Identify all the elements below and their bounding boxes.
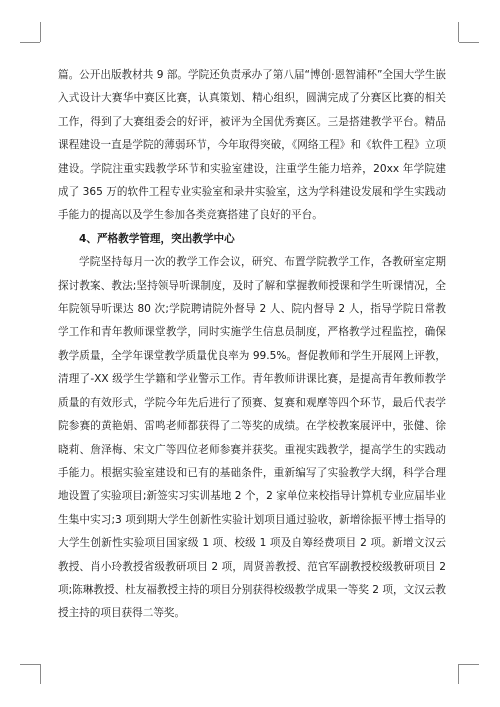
crop-mark-top-left-horizontal — [20, 42, 40, 43]
crop-mark-top-right-horizontal — [459, 42, 479, 43]
crop-mark-bottom-right-horizontal — [459, 664, 479, 665]
document-body — [58, 64, 446, 626]
crop-mark-bottom-right-vertical — [458, 664, 459, 684]
section-heading-teaching-management: 4、严格教学管理，突出教学中心 — [79, 232, 235, 245]
crop-mark-bottom-left-vertical — [40, 664, 41, 684]
crop-mark-bottom-left-horizontal — [20, 664, 40, 665]
paragraph-teaching-platform: 篇。公开出版教材共 9 部。学院还负责承办了第八届“博创·恩智浦杯”全国大学生嵌入式设计大赛华中赛区比赛，认真策划、精心组织，圆满完成了分赛区比赛的相关工作，得到了大赛组委会的好评，被评为全国优秀赛区。三是搭建教学平台。精品课程建设一直是学院的薄弱环节，今年取得突破，《网络工程》和《软件工程》立项建设。学院注重实践教学环节和实验室建设，注重学生能力培养，20xx 年学院建成了 365 万的软件工程专业实验室和录井实验室，这为学科建设发展和学生实践动手能力的提高以及学生参加各类竞赛搭建了良好的平台。 — [58, 69, 447, 222]
paragraph-teaching-management: 学院坚持每月一次的教学工作会议，研究、布置学院教学工作，各教研室定期探讨教案、教法;坚持领导听课制度，及时了解和掌握教师授课和学生听课情况，全年院领导听课达 80 次;学院聘请院外督导 2 人、院内督导 2 人，指导学院日常教学工作和青年教师课堂教学，同时实施学生信息员制度，严格教学过程监控，确保教学质量，全学年课堂教学质量优良率为 99.5%。督促教师和学生开展网上评教，清理了-XX 级学生学籍和学业警示工作。青年教师讲课比赛，是提高青年教师教学质量的有效形式，学院今年先后进行了预赛、复赛和观摩等四个环节，最后代表学院参赛的黄艳娟、雷鸣老师都获得了二等奖的成绩。在学校教案展评中，张健、徐晓莉、詹泽梅、宋文广等四位老师参赛并获奖。重视实践教学，提高学生的实践动手能力。根据实验室建设和已有的基础条件，重新编写了实验教学大纲，科学合理地设置了实验项目;新签实习实训基地 2 个，2 家单位来校指导计算机专业应届毕业生集中实习;3 项到期大学生创新性实验计划项目通过验收，新增徐振平博士指导的大学生创新性实验项目国家级 1 项、校级 1 项及自筹经费项目 2 项。新增文汉云教授、肖小玲教授省级教研项目 2 项，周贤善教授、范官军副教授校级教研项目 2 项;陈琳教授、杜友福教授主持的项目分别获得校级教学成果一等奖 2 项，文汉云教授主持的项目获得二等奖。 — [58, 256, 446, 620]
crop-mark-top-right-vertical — [458, 22, 459, 42]
crop-mark-top-left-vertical — [40, 22, 41, 42]
